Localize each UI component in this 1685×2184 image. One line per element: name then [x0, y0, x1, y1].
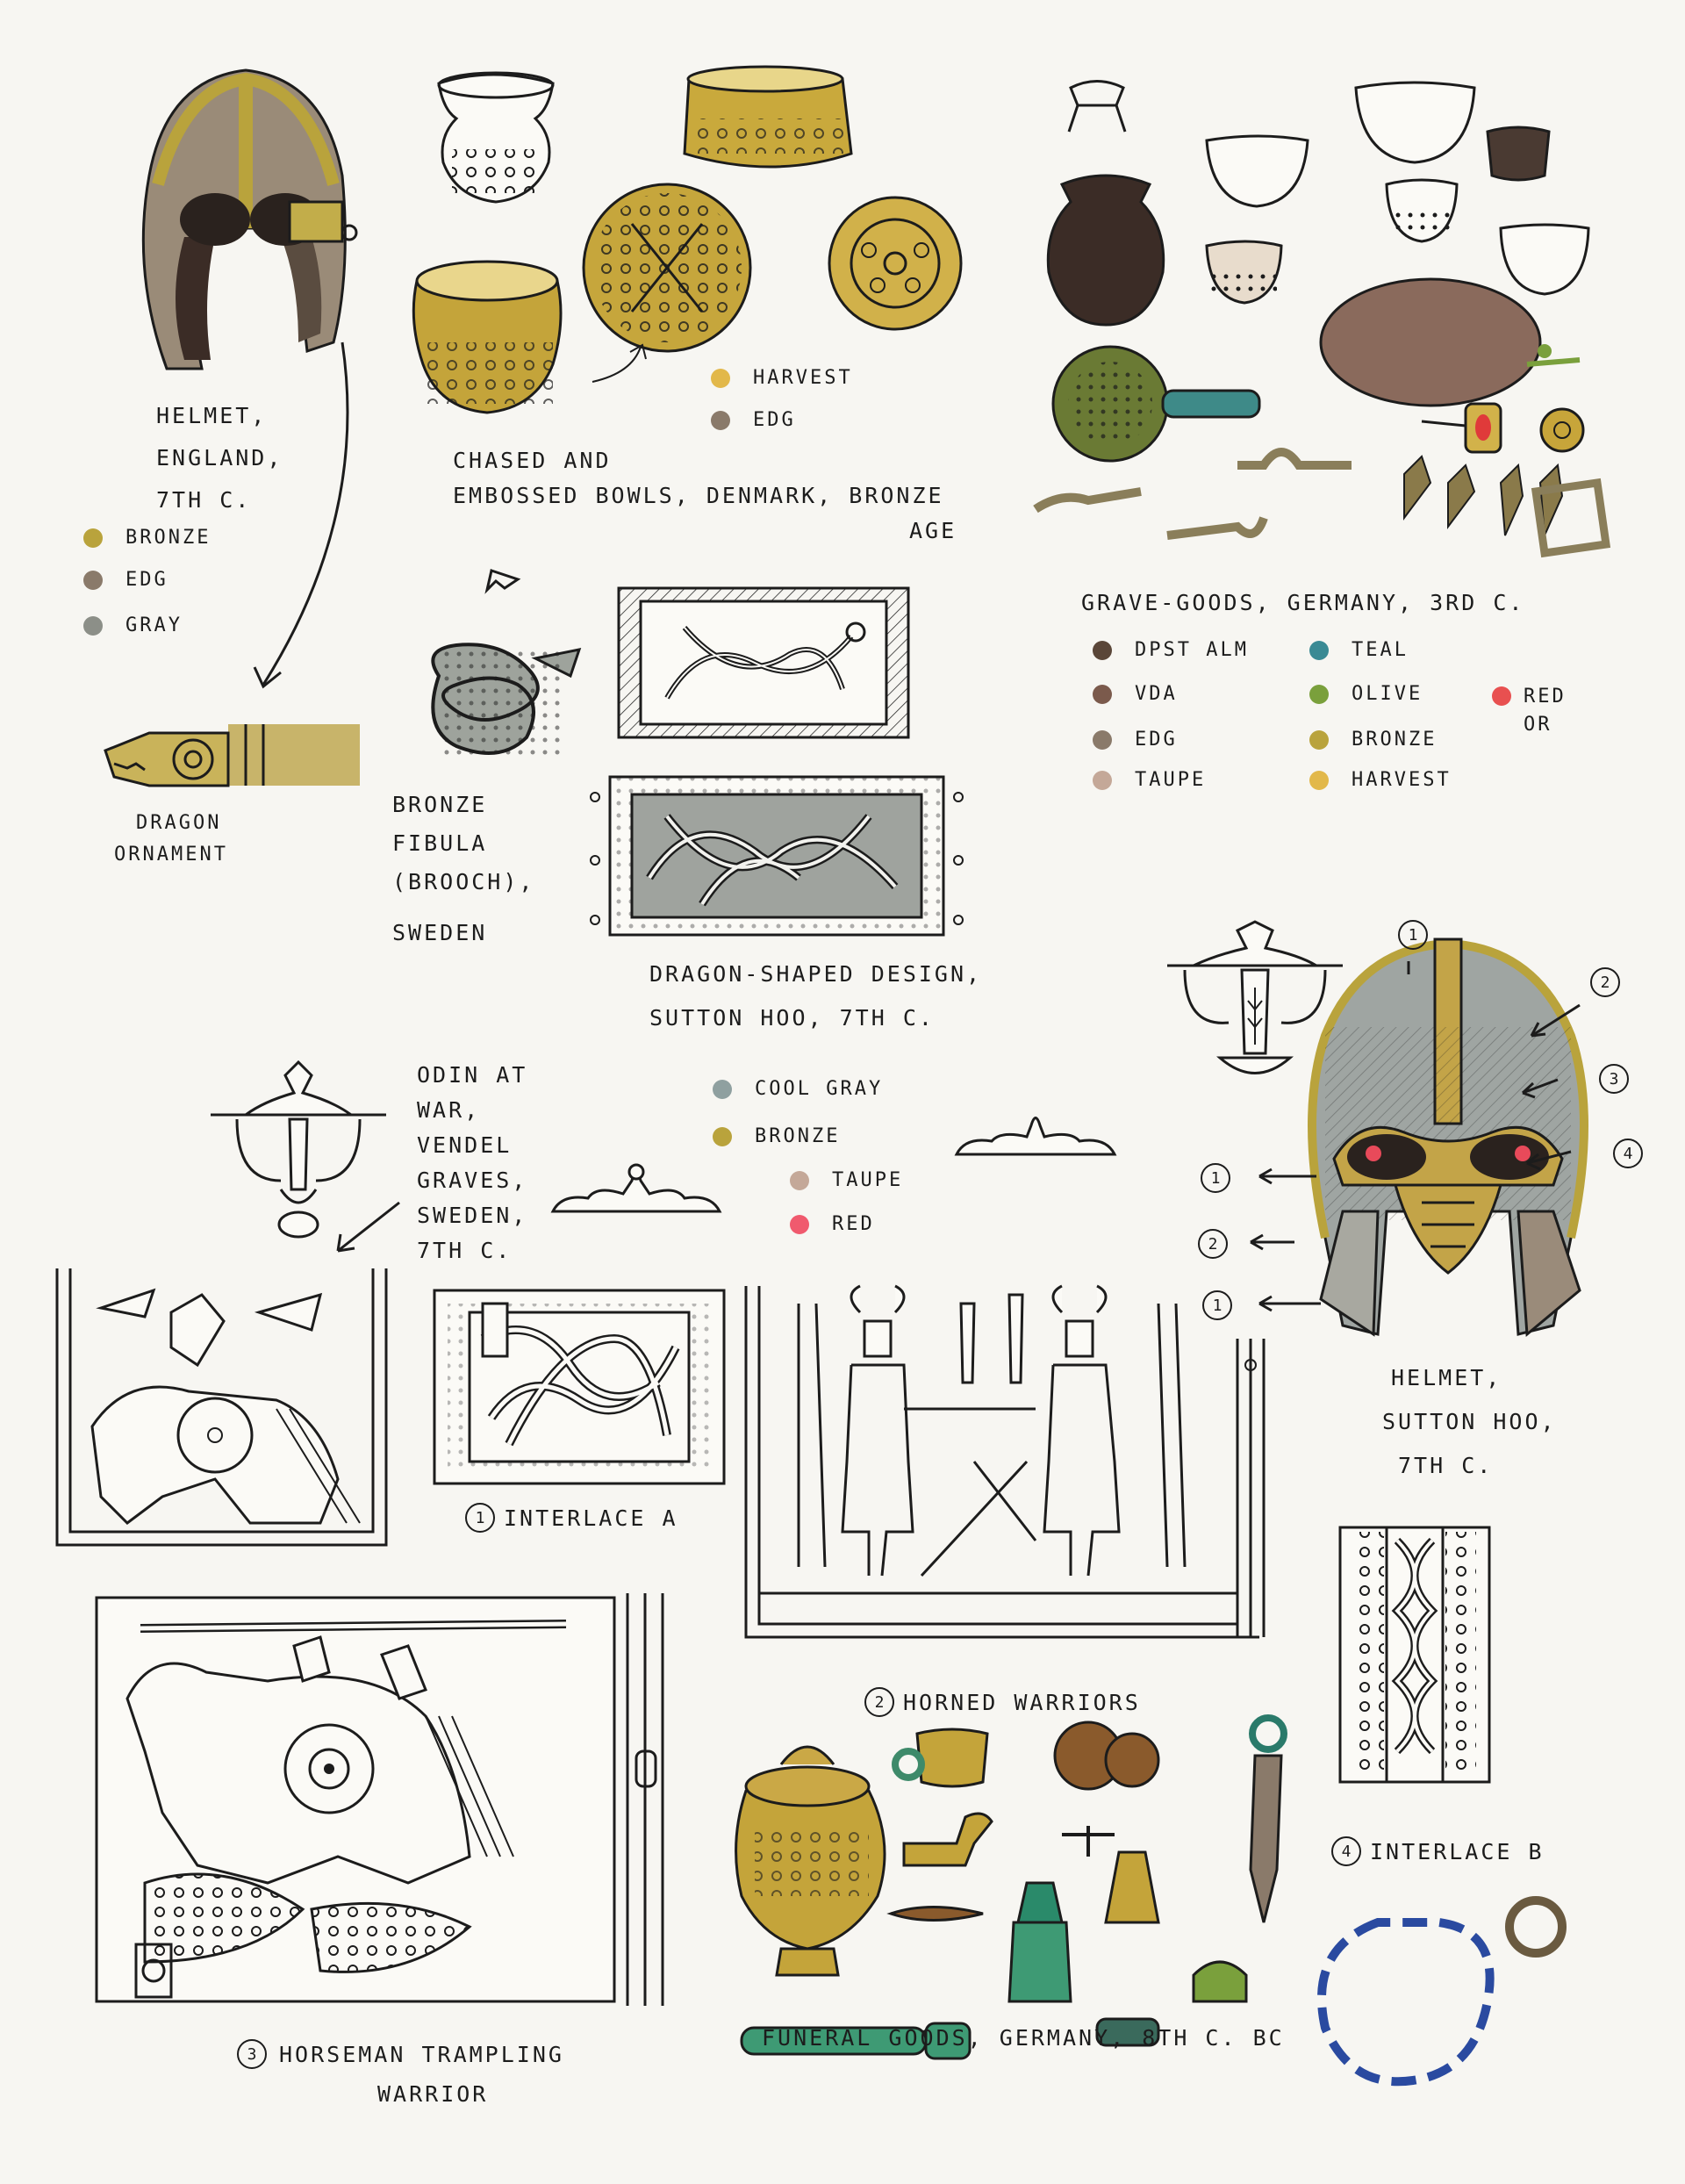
interlace-b-caption: 4 INTERLACE B — [1331, 1836, 1545, 1866]
swatch-harvest: HARVEST — [711, 367, 853, 389]
red-or-color-dot — [1492, 686, 1511, 706]
horseman-number: 3 — [237, 2039, 267, 2069]
dragon-design-caption: DRAGON-SHAPED DESIGN, SUTTON HOO, 7TH C. — [649, 961, 983, 1031]
swatch-taupe-sutton: TAUPE — [790, 1169, 903, 1191]
odin-panel — [57, 1268, 391, 1549]
helmet-england-illustration — [132, 53, 360, 377]
callout-3: 3 — [1599, 1064, 1629, 1094]
edg-color-dot — [1093, 730, 1112, 750]
grave-goods-illustration — [1036, 61, 1650, 571]
swatch-vda: VDA — [1093, 683, 1178, 705]
horned-warriors-panel — [746, 1286, 1264, 1655]
gray-color-dot — [83, 616, 103, 636]
swatch-harvest-grave: HARVEST — [1309, 769, 1452, 791]
grave-goods-caption: GRAVE-GOODS, GERMANY, 3RD C. — [1081, 590, 1525, 615]
dragon-ornament-caption: DRAGON ORNAMENT — [114, 812, 228, 866]
vda-color-dot — [1093, 685, 1112, 704]
swatch-gray: GRAY — [83, 614, 183, 636]
swatch-taupe: TAUPE — [1093, 769, 1206, 791]
swatch-bronze-sutton: BRONZE — [713, 1125, 840, 1147]
bowls-denmark-caption: CHASED AND EMBOSSED BOWLS, DENMARK, BRONZE AGE — [453, 448, 957, 543]
horned-warriors-number: 2 — [864, 1687, 894, 1717]
swatch-cool-gray: COOL GRAY — [713, 1078, 883, 1100]
callout-2: 2 — [1590, 967, 1620, 997]
bronze-fibula-illustration — [404, 562, 597, 772]
harvest-color-dot — [711, 369, 730, 388]
interlace-a-caption: 1 INTERLACE A — [465, 1503, 678, 1533]
callout-1-top: 1 — [1398, 920, 1428, 950]
curved-arrow-icon — [246, 342, 360, 693]
olive-color-dot — [1309, 685, 1329, 704]
callout-1-bottom: 1 — [1202, 1290, 1232, 1320]
odin-caption: ODIN AT WAR, VENDEL GRAVES, SWEDEN, 7TH C. — [417, 1062, 528, 1263]
swatch-edg-bowls: EDG — [711, 409, 796, 431]
dragon-plate-large — [588, 772, 965, 939]
dragon-plate-small — [614, 584, 913, 742]
bronze-color-dot — [713, 1127, 732, 1146]
interlace-a-panel — [430, 1286, 728, 1488]
interlace-a-number: 1 — [465, 1503, 495, 1533]
arrow-icon — [333, 1203, 404, 1255]
callout-lines — [1198, 922, 1619, 1317]
interlace-b-number: 4 — [1331, 1836, 1361, 1866]
swatch-bronze: BRONZE — [83, 527, 211, 549]
fibula-caption: BRONZE FIBULA (BROOCH), SWEDEN — [392, 792, 535, 945]
swatch-red: RED — [790, 1213, 875, 1235]
bird-mount-small — [553, 1154, 720, 1216]
horseman-caption: 3 HORSEMAN TRAMPLING WARRIOR — [237, 2039, 564, 2107]
harvest-color-dot — [1309, 771, 1329, 790]
swatch-red-or: RED OR — [1492, 683, 1576, 739]
red-color-dot — [790, 1215, 809, 1234]
dragon-ornament-illustration — [97, 715, 369, 799]
swatch-edg-grave: EDG — [1093, 729, 1178, 751]
swatch-bronze-grave: BRONZE — [1309, 729, 1437, 751]
callout-2-left: 2 — [1198, 1229, 1228, 1259]
taupe-color-dot — [790, 1171, 809, 1190]
bronze-color-dot — [1309, 730, 1329, 750]
helmet-england-caption: HELMET, ENGLAND, 7TH C. — [156, 403, 283, 513]
callout-4: 4 — [1613, 1139, 1643, 1168]
horned-warriors-caption: 2 HORNED WARRIORS — [864, 1687, 1141, 1717]
horseman-panel — [92, 1593, 706, 2006]
bronze-color-dot — [83, 528, 103, 548]
cool-gray-color-dot — [713, 1080, 732, 1099]
swatch-edg: EDG — [83, 569, 168, 591]
edg-color-dot — [711, 411, 730, 430]
swatch-teal: TEAL — [1309, 639, 1409, 661]
bird-mount-small-right — [957, 1106, 1115, 1159]
callout-1-left: 1 — [1201, 1163, 1230, 1193]
swatch-dpst-alm: DPST ALM — [1093, 639, 1249, 661]
helmet-sutton-caption: HELMET, SUTTON HOO, 7TH C. — [1382, 1365, 1557, 1478]
teal-color-dot — [1309, 641, 1329, 660]
dpst-alm-color-dot — [1093, 641, 1112, 660]
edg-color-dot — [83, 571, 103, 590]
swatch-olive: OLIVE — [1309, 683, 1423, 705]
funeral-goods-caption: FUNERAL GOODS, GERMANY, 8TH C. BC — [762, 2025, 1285, 2051]
taupe-color-dot — [1093, 771, 1112, 790]
